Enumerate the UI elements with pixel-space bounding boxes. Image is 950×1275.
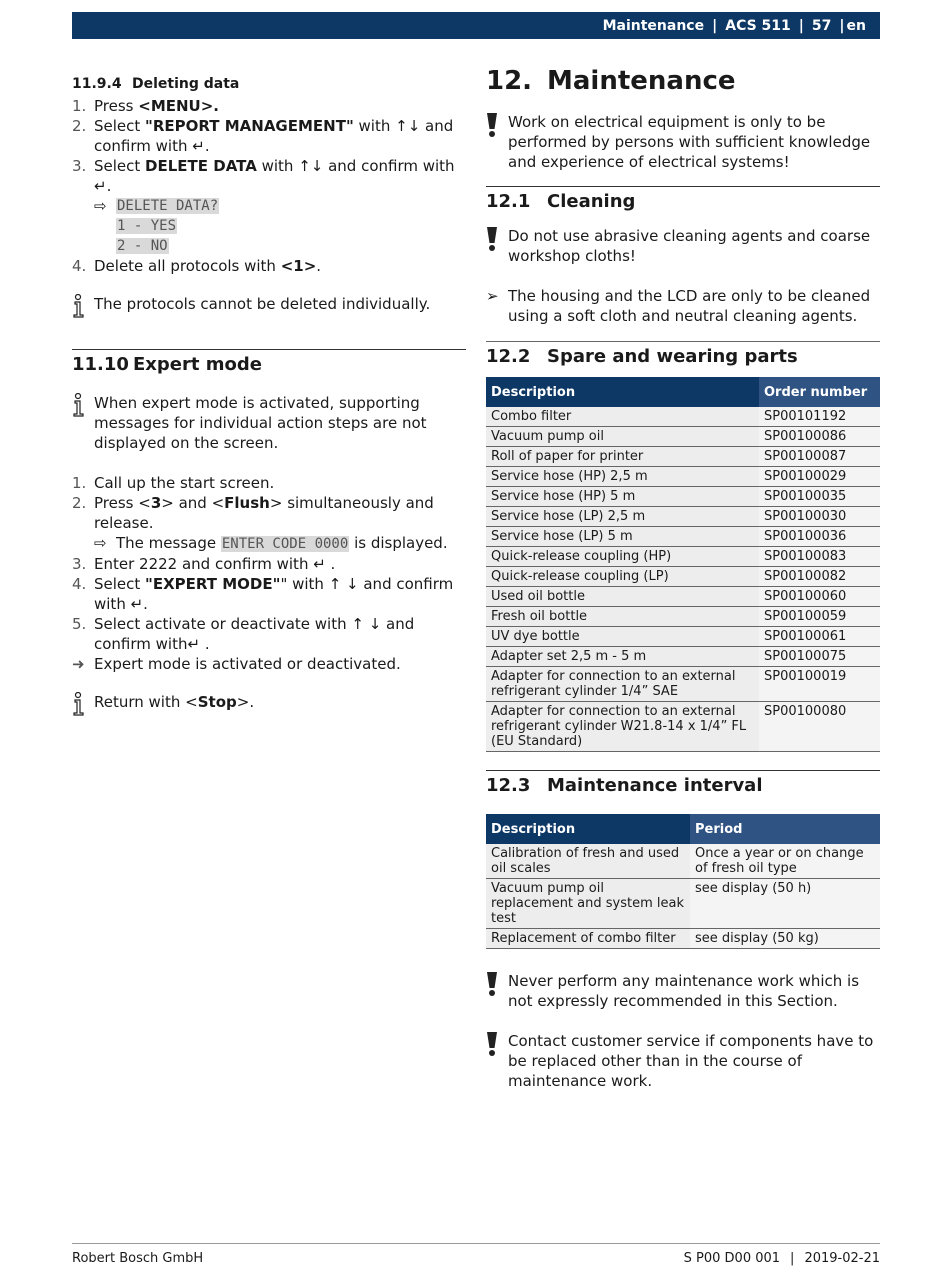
step-item — [72, 156, 466, 196]
footer-divider — [72, 1243, 880, 1244]
table-cell-order-number: SP00100075 — [759, 647, 880, 667]
chapter-number: 12. — [486, 66, 533, 96]
maintenance-interval-table — [486, 814, 880, 949]
table-row — [486, 487, 880, 507]
table-cell-description: Fresh oil bottle — [486, 607, 759, 627]
header-product: ACS 511 — [725, 17, 791, 34]
result-item — [72, 654, 466, 674]
table-row — [486, 407, 880, 427]
table-cell-description: Quick-release coupling (HP) — [486, 547, 759, 567]
table-cell-order-number: SP00100061 — [759, 627, 880, 647]
result-text-pre: The message — [116, 534, 221, 552]
warning-text: Contact customer service if components have to be replaced other than in the course of maintenance work. — [508, 1032, 874, 1090]
table-cell-order-number: SP00100059 — [759, 607, 880, 627]
lcd-line-row — [72, 216, 466, 236]
step-text — [94, 574, 466, 614]
table-cell-order-number: SP00101192 — [759, 407, 880, 427]
section-number: 11.9.4 — [72, 76, 122, 92]
section-title: Expert mode — [133, 354, 262, 375]
step-item — [72, 473, 466, 493]
info-note-text-bold: Stop — [197, 693, 237, 711]
table-row — [486, 547, 880, 567]
table-row — [486, 647, 880, 667]
step-text — [94, 156, 466, 196]
result-arrow-icon: ⇨ — [94, 197, 107, 215]
section-divider — [486, 186, 880, 187]
table-header-row — [486, 377, 880, 407]
table-cell-order-number: SP00100029 — [759, 467, 880, 487]
lcd-line: DELETE DATA? — [117, 198, 219, 214]
table-cell-order-number: SP00100087 — [759, 447, 880, 467]
warning-exclamation-icon — [486, 112, 508, 172]
chapter-title: Maintenance — [547, 66, 736, 96]
step-text — [94, 96, 466, 116]
table-cell-order-number: SP00100082 — [759, 567, 880, 587]
table-cell-order-number: SP00100019 — [759, 667, 880, 702]
warning-note — [486, 971, 880, 1011]
info-note — [72, 294, 466, 323]
section-number: 12.3 — [486, 775, 531, 796]
maintenance-interval-table-body — [486, 844, 880, 949]
step-text-bold: <1> — [280, 257, 317, 275]
result-arrow-icon: ⇨ — [94, 534, 107, 552]
warning-note — [486, 112, 880, 172]
table-cell-period: see display (50 h) — [690, 879, 880, 929]
table-row — [486, 527, 880, 547]
step-item — [72, 614, 466, 654]
warning-exclamation-icon — [486, 226, 508, 266]
step-number: 1. — [72, 97, 87, 115]
page-header-bar — [72, 12, 880, 39]
info-icon — [72, 393, 94, 453]
step-number: 4. — [72, 575, 87, 593]
section-title: Maintenance interval — [547, 775, 763, 796]
step-text-pre: Select — [94, 157, 146, 175]
header-separator: | — [712, 17, 718, 34]
section-heading-maintenance-interval — [486, 775, 880, 796]
step-text-part: > and < — [161, 494, 225, 512]
step-text-bold: "EXPERT MODE" — [145, 575, 281, 593]
step-number: 3. — [72, 157, 87, 175]
section-heading-expert-mode — [72, 354, 466, 375]
section-heading-cleaning — [486, 191, 880, 212]
step-item — [72, 493, 466, 533]
instruction-text: The housing and the LCD are only to be cleaned using a soft cloth and neutral cleaning agents. — [508, 287, 871, 325]
lcd-message: ENTER CODE 0000 — [221, 536, 349, 552]
section-heading-deleting-data — [72, 76, 466, 92]
table-row — [486, 587, 880, 607]
header-separator: | — [798, 17, 804, 34]
table-row — [486, 427, 880, 447]
table-row — [486, 447, 880, 467]
header-page-number: 57 — [811, 17, 832, 34]
right-column — [486, 66, 880, 1091]
table-row — [486, 929, 880, 949]
section-divider — [486, 341, 880, 342]
section-title: Cleaning — [547, 191, 636, 212]
section-number: 11.10 — [72, 354, 129, 375]
section-number: 12.1 — [486, 191, 531, 212]
table-row — [486, 844, 880, 879]
table-cell-order-number: SP00100083 — [759, 547, 880, 567]
warning-exclamation-icon — [486, 1031, 508, 1091]
step-number: 3. — [72, 555, 87, 573]
column-header-order-number: Order number — [759, 377, 880, 407]
step-text: Enter 2222 and confirm with ↵ . — [94, 555, 336, 573]
result-arrow-icon: ➜ — [72, 655, 85, 673]
step-text-bold: <MENU>. — [138, 97, 219, 115]
footer-doc-info — [684, 1251, 880, 1266]
step-number: 2. — [72, 494, 87, 512]
column-header-period: Period — [690, 814, 880, 844]
step-text-bold: 3 — [150, 494, 162, 512]
table-cell-description: Combo filter — [486, 407, 759, 427]
step-text — [94, 493, 466, 533]
table-row — [486, 507, 880, 527]
warning-note — [486, 226, 880, 266]
table-row — [486, 879, 880, 929]
warning-text: Do not use abrasive cleaning agents and coarse workshop cloths! — [508, 227, 871, 265]
table-cell-order-number: SP00100030 — [759, 507, 880, 527]
lcd-display — [116, 196, 219, 216]
step-text-post: " with ↑ ↓ and confirm with ↵. — [94, 575, 454, 613]
table-row — [486, 627, 880, 647]
step-text: Select activate or deactivate with ↑ ↓ and confirm with↵ . — [94, 615, 415, 653]
info-note — [72, 692, 466, 721]
table-header-row — [486, 814, 880, 844]
step-item — [72, 554, 466, 574]
table-cell-order-number: SP00100036 — [759, 527, 880, 547]
table-cell-description: Adapter set 2,5 m - 5 m — [486, 647, 759, 667]
info-note-text — [94, 692, 254, 721]
table-cell-description: Vacuum pump oil replacement and system leak test — [486, 879, 690, 929]
step-text — [94, 116, 466, 156]
section-title: Spare and wearing parts — [547, 346, 798, 367]
instruction-arrow-icon: ➢ — [486, 287, 499, 305]
header-separator: | — [839, 17, 845, 34]
header-language: en — [846, 17, 866, 34]
table-row — [486, 607, 880, 627]
step-number: 2. — [72, 117, 87, 135]
footer-separator: | — [790, 1251, 795, 1266]
result-item — [72, 533, 466, 554]
step-item — [72, 574, 466, 614]
table-row — [486, 567, 880, 587]
table-cell-description: Service hose (HP) 5 m — [486, 487, 759, 507]
table-cell-description: Service hose (LP) 5 m — [486, 527, 759, 547]
step-text-post: with ↑↓ and confirm with ↵. — [94, 117, 454, 155]
step-text-post: . — [316, 257, 322, 275]
section-divider — [486, 770, 880, 771]
footer-date: 2019-02-21 — [804, 1251, 880, 1266]
step-text: Call up the start screen. — [94, 474, 275, 492]
table-cell-description: Used oil bottle — [486, 587, 759, 607]
step-text-part: > simultaneously and release. — [94, 494, 434, 532]
info-icon — [72, 692, 94, 721]
section-number: 12.2 — [486, 346, 531, 367]
table-cell-description: Replacement of combo filter — [486, 929, 690, 949]
warning-note — [486, 1031, 880, 1091]
lcd-line: 1 - YES — [117, 218, 177, 234]
step-item — [72, 96, 466, 116]
info-note-text-post: >. — [236, 693, 255, 711]
info-note — [72, 393, 466, 453]
table-cell-description: Service hose (LP) 2,5 m — [486, 507, 759, 527]
step-text-pre: Select — [94, 575, 146, 593]
info-note-text: When expert mode is activated, supporting messages for individual action steps are not displayed on the screen. — [94, 394, 427, 452]
info-icon — [72, 294, 94, 323]
step-item — [72, 256, 466, 276]
step-text-bold: Flush — [224, 494, 270, 512]
column-header-description: Description — [486, 377, 759, 407]
step-text-pre: Delete all protocols with — [94, 257, 281, 275]
table-cell-description: Quick-release coupling (LP) — [486, 567, 759, 587]
lcd-line-row — [72, 236, 466, 256]
table-cell-description: Vacuum pump oil — [486, 427, 759, 447]
step-text-pre: Select — [94, 117, 146, 135]
step-text-post: with ↑↓ and confirm with ↵. — [94, 157, 455, 195]
step-item — [72, 116, 466, 156]
header-section: Maintenance — [602, 17, 705, 34]
step-text-part: Press < — [94, 494, 151, 512]
step-number: 5. — [72, 615, 87, 633]
section-heading-spare-parts — [486, 346, 880, 367]
warning-text: Work on electrical equipment is only to be performed by persons with sufficient knowledge and experience of electrical systems! — [508, 113, 871, 171]
chapter-heading-maintenance — [486, 66, 880, 96]
table-cell-period: Once a year or on change of fresh oil type — [690, 844, 880, 879]
step-text — [94, 256, 466, 276]
step-number: 1. — [72, 474, 87, 492]
table-cell-order-number: SP00100060 — [759, 587, 880, 607]
table-cell-description: Calibration of fresh and used oil scales — [486, 844, 690, 879]
info-note-text: The protocols cannot be deleted individually. — [94, 295, 431, 313]
footer-doc-number: S P00 D00 001 — [683, 1251, 781, 1266]
footer-company: Robert Bosch GmbH — [72, 1251, 204, 1266]
result-text-post: is displayed. — [349, 534, 448, 552]
spare-parts-table — [486, 377, 880, 752]
table-row — [486, 667, 880, 702]
result-text — [116, 533, 448, 554]
warning-exclamation-icon — [486, 971, 508, 1011]
step-text-pre: Press — [94, 97, 139, 115]
result-text: Expert mode is activated or deactivated. — [94, 655, 401, 673]
table-cell-description: Adapter for connection to an external refrigerant cylinder W21.8-14 x 1/4” FL (EU Standard) — [486, 702, 759, 752]
column-header-description: Description — [486, 814, 690, 844]
table-cell-order-number: SP00100035 — [759, 487, 880, 507]
left-column — [72, 76, 466, 721]
step-text-bold: "REPORT MANAGEMENT" — [145, 117, 354, 135]
result-item — [72, 196, 466, 216]
table-row — [486, 702, 880, 752]
lcd-line: 2 - NO — [117, 238, 168, 254]
table-cell-order-number: SP00100080 — [759, 702, 880, 752]
table-cell-description: Roll of paper for printer — [486, 447, 759, 467]
table-cell-period: see display (50 kg) — [690, 929, 880, 949]
instruction-item — [486, 286, 880, 326]
spare-parts-table-body — [486, 407, 880, 752]
warning-text: Never perform any maintenance work which is not expressly recommended in this Section. — [508, 972, 860, 1010]
table-row — [486, 467, 880, 487]
step-number: 4. — [72, 257, 87, 275]
info-note-text-pre: Return with < — [94, 693, 198, 711]
table-cell-description: UV dye bottle — [486, 627, 759, 647]
table-cell-order-number: SP00100086 — [759, 427, 880, 447]
table-cell-description: Service hose (HP) 2,5 m — [486, 467, 759, 487]
step-text-bold: DELETE DATA — [145, 157, 257, 175]
section-title: Deleting data — [132, 76, 240, 92]
section-divider — [72, 349, 466, 350]
table-cell-description: Adapter for connection to an external refrigerant cylinder 1/4” SAE — [486, 667, 759, 702]
